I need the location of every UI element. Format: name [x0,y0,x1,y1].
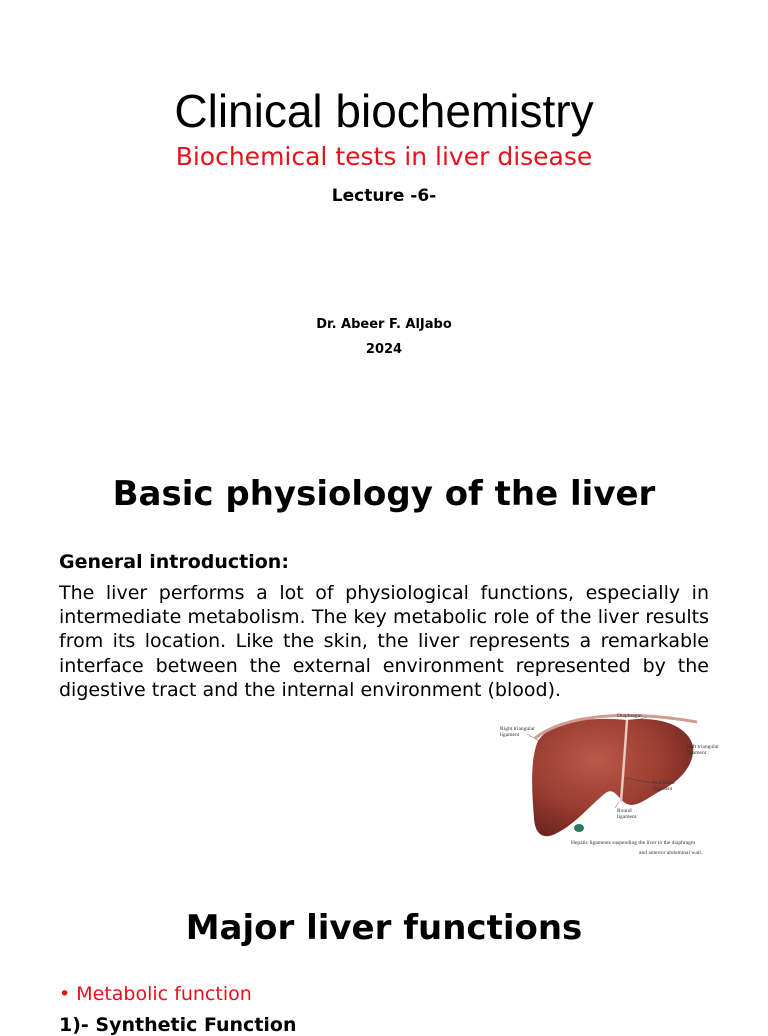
label-diaphragm: Diaphragm [617,713,642,719]
label-falciform: Falciform [653,780,675,786]
figure-caption-line1: Hepatic ligaments suspending the liver to the diaphragm [571,840,696,846]
lecture-number: Lecture -6- [331,186,437,206]
metabolic-function-bullet: • Metabolic function [59,983,252,1005]
liver-ligaments-figure [497,708,723,860]
author-name: Dr. Abeer F. AlJabo [316,317,452,332]
introduction-paragraph: The liver performs a lot of physiological functions, especially in intermediate metabolism. The key metabolic role of the liver results from its location. Like the skin, the liver represents a remarkable interface between the external environment represented by the digestive tract and the internal environment (blood). [59,582,709,701]
label-round: Round [617,808,632,814]
label-round-2: ligament [617,814,637,820]
label-left-triangular-2: ligament [687,750,707,756]
label-falciform-2: ligament [653,786,673,792]
physiology-heading: Basic physiology of the liver [112,474,656,514]
figure-caption-line2: and anterior abdominal wall. [639,850,703,856]
subtitle: Biochemical tests in liver disease [175,142,593,171]
page-title: Clinical biochemistry [174,85,594,137]
liver-shape [532,719,693,836]
year: 2024 [365,342,403,357]
gallbladder-shape [574,824,584,832]
synthetic-function-item: 1)- Synthetic Function [59,1014,297,1036]
label-left-triangular: Left triangular [687,744,719,750]
label-right-triangular-2: ligament [500,732,520,738]
label-right-triangular: Right triangular [500,726,535,732]
general-introduction-label: General introduction: [59,551,289,573]
major-functions-heading: Major liver functions [185,908,583,948]
